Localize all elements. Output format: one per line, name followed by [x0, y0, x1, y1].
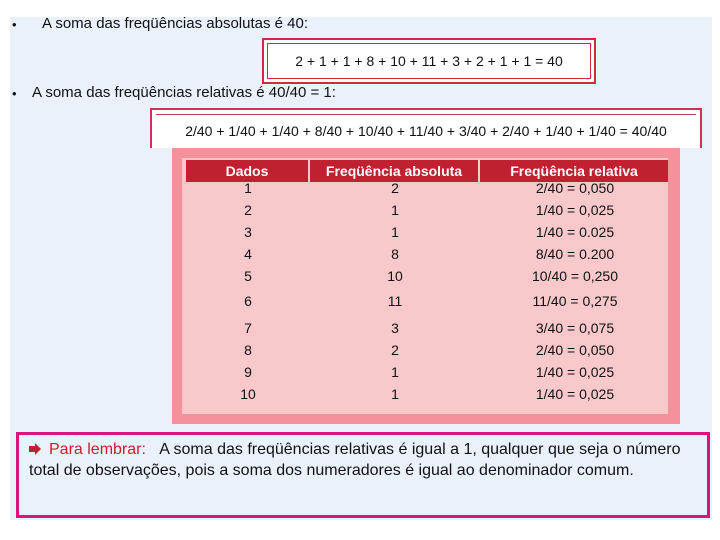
reminder-box	[16, 432, 710, 518]
cell-dados: 5	[244, 268, 252, 284]
reminder-text: A soma das freqüências relativas é igual a 1, qualquer que seja o número total de observações, pois a soma dos numeradores é igual ao denominador comum.	[29, 441, 681, 479]
absolute-sum-formula: 2 + 1 + 1 + 8 + 10 + 11 + 3 + 2 + 1 + 1 = 40	[295, 53, 563, 69]
bullet-relative-sum: A soma das freqüências relativas é 40/40 = 1:	[32, 84, 336, 101]
table-row	[186, 243, 670, 265]
table-row	[186, 221, 670, 243]
cell-frequencia-relativa: 10/40 = 0,250	[531, 268, 619, 284]
cell-frequencia-absoluta: 8	[391, 246, 399, 262]
cell-frequencia-relativa: 1/40 = 0,025	[535, 202, 615, 218]
cell-frequencia-absoluta: 1	[391, 386, 399, 402]
table-row	[186, 317, 670, 339]
cell-frequencia-relativa: 11/40 = 0,275	[532, 293, 618, 309]
cell-frequencia-absoluta: 2	[391, 342, 399, 358]
cell-dados: 3	[244, 224, 252, 240]
cell-frequencia-relativa: 2/40 = 0,050	[535, 342, 615, 358]
table-row	[186, 199, 670, 221]
cell-dados: 4	[244, 246, 252, 262]
reminder-label: Para lembrar:	[49, 441, 146, 458]
table-row	[186, 339, 670, 361]
cell-dados: 9	[244, 364, 252, 380]
cell-frequencia-relativa: 1/40 = 0.025	[535, 224, 615, 240]
table-row	[186, 290, 670, 312]
cell-frequencia-absoluta: 11	[387, 293, 403, 309]
cell-frequencia-relativa: 1/40 = 0,025	[535, 386, 615, 402]
bullet-marker: •	[12, 86, 17, 101]
absolute-sum-formula-box	[262, 38, 596, 84]
bullet-absolute-sum: A soma das freqüências absolutas é 40:	[42, 15, 309, 32]
box-inner-border	[156, 114, 696, 115]
bullet-marker: •	[12, 17, 17, 32]
cell-dados: 2	[244, 202, 252, 218]
cell-frequencia-absoluta: 1	[391, 224, 399, 240]
table-row	[186, 265, 670, 287]
frequency-table	[182, 158, 668, 414]
header-frequencia-relativa: Freqüência relativa	[480, 160, 668, 182]
table-row	[186, 361, 670, 383]
header-frequencia-absoluta: Freqüência absoluta	[310, 160, 478, 182]
cell-dados: 7	[244, 320, 252, 336]
cell-frequencia-absoluta: 10	[387, 268, 403, 284]
cell-frequencia-relativa: 2/40 = 0,050	[535, 180, 615, 196]
header-dados: Dados	[186, 160, 308, 182]
reminder-text-block	[29, 439, 705, 481]
cell-frequencia-absoluta: 2	[391, 180, 399, 196]
table-row	[186, 383, 670, 405]
cell-dados: 6	[244, 293, 252, 309]
cell-frequencia-relativa: 8/40 = 0.200	[535, 246, 615, 262]
relative-sum-formula: 2/40 + 1/40 + 1/40 + 8/40 + 10/40 + 11/40 + 3/40 + 2/40 + 1/40 + 1/40 = 40/40	[185, 123, 667, 139]
cell-frequencia-relativa: 3/40 = 0,075	[535, 320, 615, 336]
cell-frequencia-relativa: 1/40 = 0,025	[535, 364, 615, 380]
cell-dados: 10	[240, 386, 256, 402]
cell-frequencia-absoluta: 1	[391, 202, 399, 218]
cell-dados: 8	[244, 342, 252, 358]
arrow-right-icon	[29, 443, 41, 455]
cell-frequencia-absoluta: 1	[391, 364, 399, 380]
frequency-table-frame	[172, 148, 680, 424]
table-row	[186, 177, 670, 199]
relative-sum-formula-box	[150, 108, 702, 148]
cell-frequencia-absoluta: 3	[391, 320, 399, 336]
cell-dados: 1	[244, 180, 252, 196]
